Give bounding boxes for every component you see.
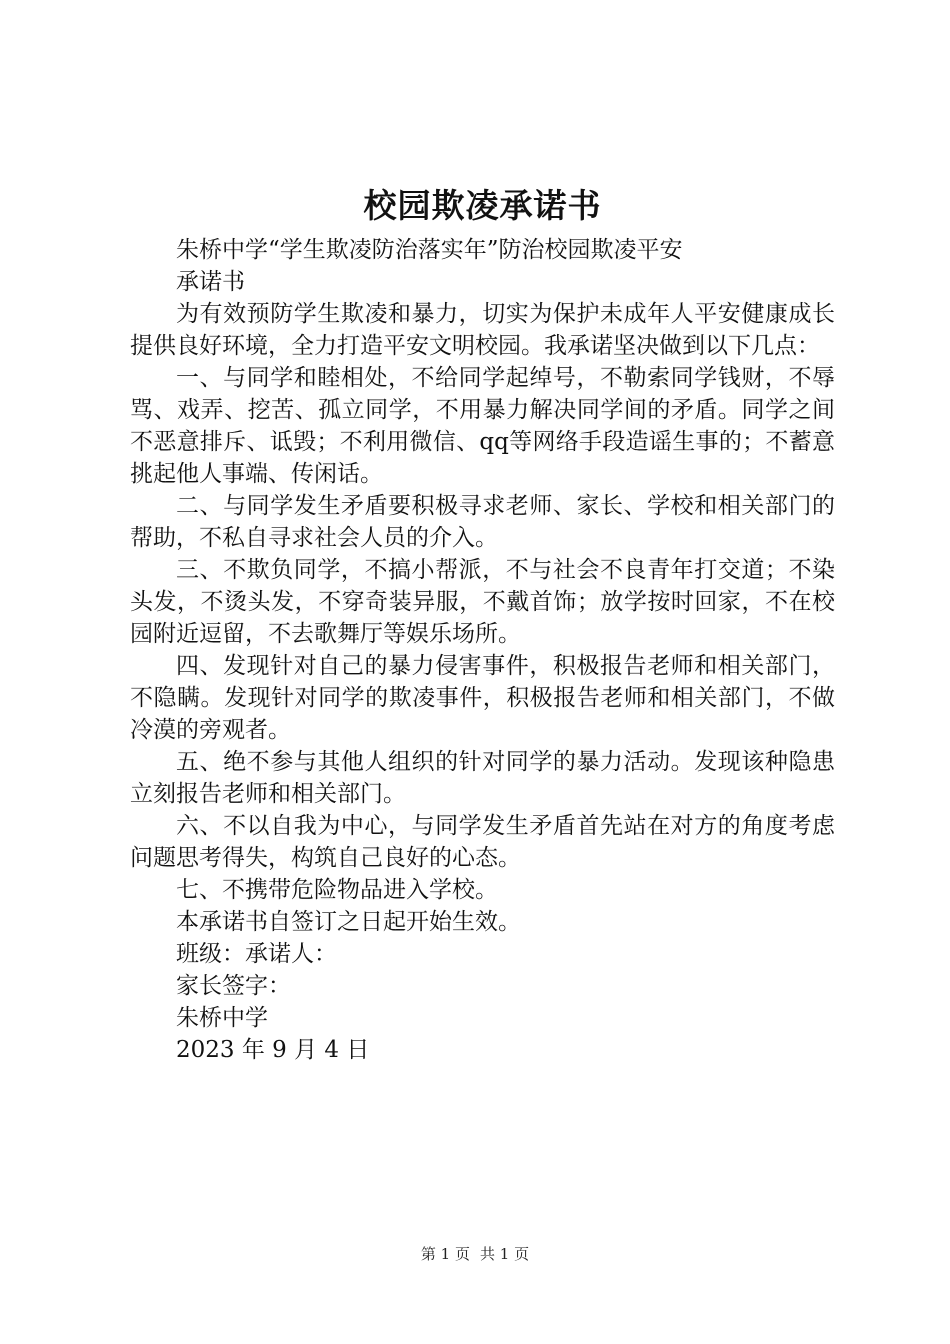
page-total: 共 1 页 <box>480 1245 530 1263</box>
signature-parent: 家长签字： <box>176 973 291 999</box>
paragraph-effective: 本承诺书自签订之日起开始生效。 <box>176 909 521 935</box>
page-number: 第 1 页 <box>420 1245 470 1263</box>
paragraph-item-5: 五、绝不参与其他人组织的针对同学的暴力活动。发现该种隐患立刻报告老师和相关部门。 <box>130 749 835 807</box>
document-body <box>130 234 835 1066</box>
signature-class-pledger: 班级：承诺人： <box>176 941 337 967</box>
paragraph-school-header: 朱桥中学“学生欺凌防治落实年”防治校园欺凌平安 <box>176 237 683 263</box>
paragraph-item-3: 三、不欺负同学，不搞小帮派，不与社会不良青年打交道；不染头发，不烫头发，不穿奇装异服，不戴首饰；放学按时回家，不在校园附近逗留，不去歌舞厅等娱乐场所。 <box>130 557 835 647</box>
document-page <box>130 180 835 1066</box>
paragraph-item-4: 四、发现针对自己的暴力侵害事件，积极报告老师和相关部门，不隐瞒。发现针对同学的欺凌事件，积极报告老师和相关部门，不做冷漠的旁观者。 <box>130 653 835 743</box>
document-title: 校园欺凌承诺书 <box>363 186 602 225</box>
paragraph-subtitle: 承诺书 <box>176 269 245 295</box>
signature-school: 朱桥中学 <box>176 1005 268 1031</box>
paragraph-intro: 为有效预防学生欺凌和暴力，切实为保护未成年人平安健康成长提供良好环境，全力打造平安文明校园。我承诺坚决做到以下几点： <box>130 301 835 359</box>
paragraph-item-2: 二、与同学发生矛盾要积极寻求老师、家长、学校和相关部门的帮助，不私自寻求社会人员的介入。 <box>130 493 835 551</box>
paragraph-item-6: 六、不以自我为中心，与同学发生矛盾首先站在对方的角度考虑问题思考得失，构筑自己良好的心态。 <box>130 813 835 871</box>
page-footer <box>0 1243 950 1264</box>
paragraph-item-7: 七、不携带危险物品进入学校。 <box>176 877 498 903</box>
signature-date: 2023 年 9 月 4 日 <box>176 1037 370 1063</box>
paragraph-item-1: 一、与同学和睦相处，不给同学起绰号，不勒索同学钱财，不辱骂、戏弄、挖苦、孤立同学，不用暴力解决同学间的矛盾。同学之间不恶意排斥、诋毁；不利用微信、qq等网络手段造谣生事的；不蓄意挑起他人事端、传闲话。 <box>130 365 835 487</box>
